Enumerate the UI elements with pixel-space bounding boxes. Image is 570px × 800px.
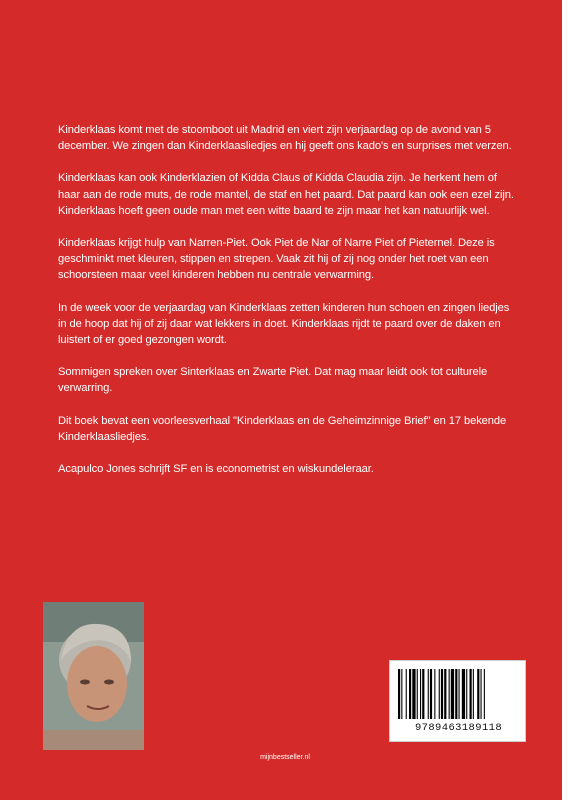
isbn-digits: 9789463189118 xyxy=(414,722,503,734)
blurb-paragraph-4: In de week voor de verjaardag van Kinderklaas zetten kinderen hun schoen en zingen liedjes in de hoop dat hij of zij daar wat lekkers in doet. Kinderklaas rijdt te paard over de daken en luistert of er goed gezongen wordt. xyxy=(58,301,510,347)
blurb-paragraph-5: Sommigen spreken over Sinterklaas en Zwarte Piet. Dat mag maar leidt ook tot culturele verwarring. xyxy=(58,366,488,395)
author-photo xyxy=(43,602,144,750)
blurb-paragraph-3: Kinderklaas krijgt hulp van Narren-Piet. Ook Piet de Nar of Narre Piet of Pieternel. Deze is geschminkt met kleuren, stippen en strepen. Vaak zit hij of zij nog onder het roet van een schoorsteen maar veel kinderen hebben nu centrale verwarming. xyxy=(58,237,495,282)
blurb-paragraph-6: Dit boek bevat een voorleesverhaal "Kinderklaas en de Geheimzinnige Brief" en 17 bekende Kinderklaasliedjes. xyxy=(58,414,507,443)
publisher-name: mijnbestseller.nl xyxy=(260,754,310,761)
isbn-barcode xyxy=(389,660,526,742)
blurb-paragraph-7: Acapulco Jones schrijft SF en is econometrist en wiskundeleraar. xyxy=(58,463,374,476)
blurb-paragraph-2: Kinderklaas kan ook Kinderklazien of Kidda Claus of Kidda Claudia zijn. Je herkent hem of haar aan de rode muts, de rode mantel, de staf en het paard. Dat paard kan ook een ezel zijn. Kinderklaas hoeft geen oude man met een witte baard te zijn maar het kan natuurlijk wel. xyxy=(58,172,514,217)
blurb-paragraph-1: Kinderklaas komt met de stoomboot uit Madrid en viert zijn verjaardag op de avond van 5 december. We zingen dan Kinderklaasliedjes en hij geeft ons kado's en surprises met verzen. xyxy=(58,124,512,153)
barcode-bars xyxy=(398,669,517,719)
blurb-text xyxy=(58,122,514,493)
